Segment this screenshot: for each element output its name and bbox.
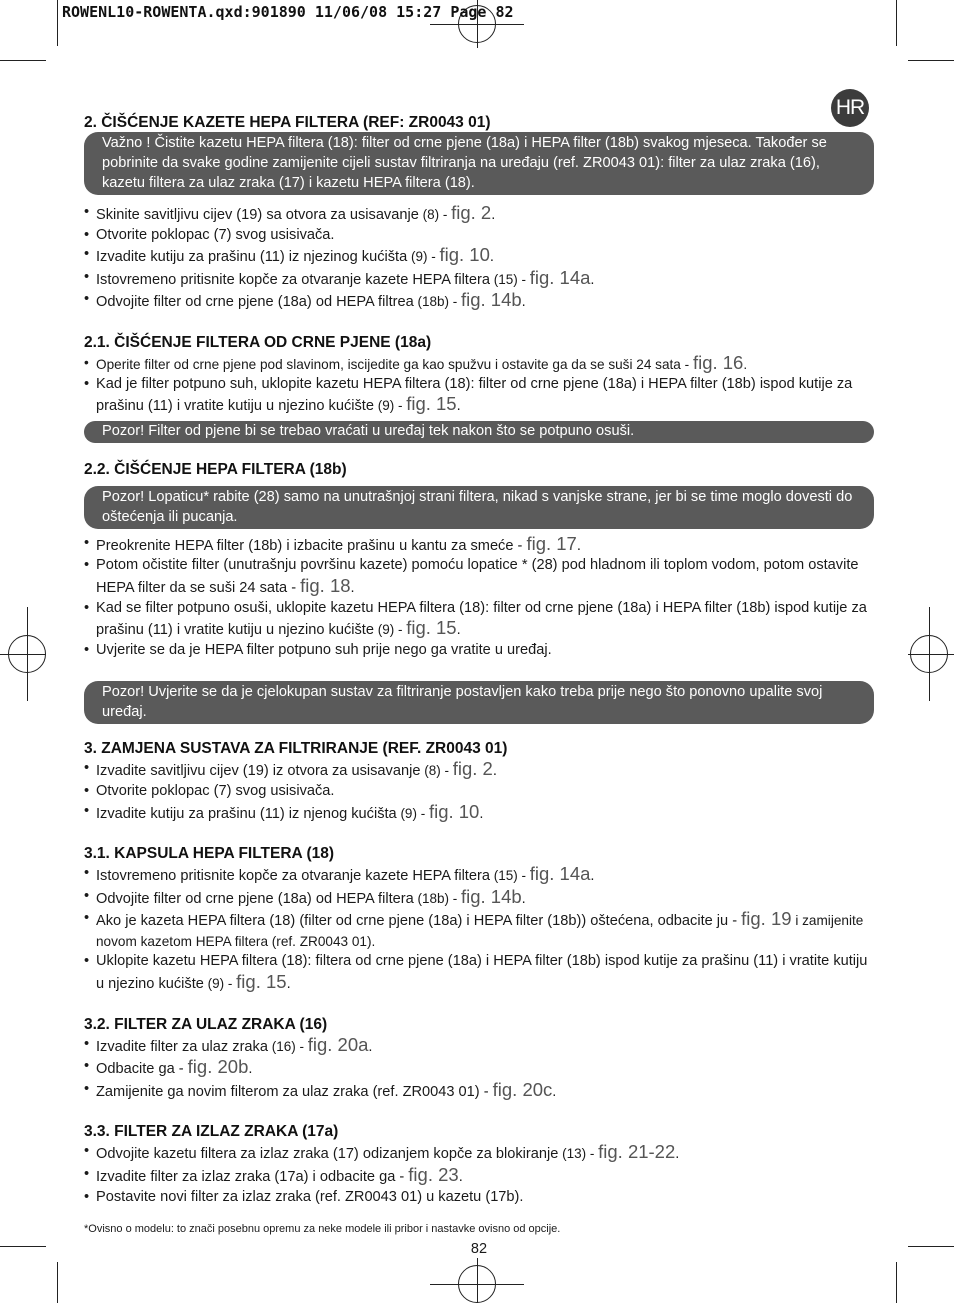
registration-line <box>0 654 46 655</box>
footnote: *Ovisno o modelu: to znači posebnu opremu za neke modele ili pribor i nastavke ovisno od opcije. <box>84 1223 561 1236</box>
list <box>84 203 874 313</box>
list-item: • Operite filter od crne pjene pod slavinom, iscijedite ga kao spužvu i ostavite ga da se suši 24 sata - fig. 16. <box>84 351 748 373</box>
crop-mark <box>908 1246 954 1247</box>
list-item: • Zamijenite ga novim filterom za ulaz zraka (ref. ZR0043 01) - fig. 20c. <box>84 1078 557 1100</box>
list-item: • Uvjerite se da je HEPA filter potpuno suh prije nego ga vratite u uređaj. <box>84 641 552 658</box>
section-title: 3.3. FILTER ZA IZLAZ ZRAKA (17a) <box>84 1123 339 1141</box>
list-item: • Odvojite kazetu filtera za izlaz zraka (17) odizanjem kopče za blokiranje (13) - fig. 21-22. <box>84 1141 680 1163</box>
note-box: Pozor! Lopaticu* rabite (28) samo na unutrašnjoj strani filtera, nikad s vanjske strane, jer bi se time moglo dovesti do oštećenja ili pucanja. <box>84 486 874 529</box>
registration-line <box>477 1258 478 1303</box>
list-item: • Kad je filter potpuno suh, uklopite kazetu HEPA filtera (18): filter od crne pjene (18a) i HEPA filter (18b) ispod kutije za prašinu (11) i vratite kutiju u njezino kućište (9) - fig. 15. <box>84 375 853 415</box>
crop-mark <box>57 0 58 46</box>
list <box>84 1035 874 1103</box>
list-item: • Potom očistite filter (unutrašnju površinu kazete) pomoću lopatice * (28) pod hladnom ili toplom vodom, potom ostavite HEPA filter da se suši 24 sata - fig. 18. <box>84 557 859 596</box>
list <box>84 534 874 661</box>
list-item: • Odvojite filter od crne pjene (18a) od HEPA filtera (18b) - fig. 14b. <box>84 885 526 907</box>
list-item: • Kad se filter potpuno osuši, uklopite kazetu HEPA filtera (18): filter od crne pjene (18a) i HEPA filter (18b) ispod kutije za prašinu (11) i vratite kutiju u njezino kućište (9) - fig. 15. <box>84 599 867 639</box>
print-slug: ROWENL10-ROWENTA.qxd:901890 11/06/08 15:27 Page 82 <box>62 3 514 21</box>
section-title: 3. ZAMJENA SUSTAVA ZA FILTRIRANJE (REF. ZR0043 01) <box>84 740 508 758</box>
list-item: • Preokrenite HEPA filter (18b) i izbacite prašinu u kantu za smeće - fig. 17. <box>84 532 581 554</box>
list-item: • Postavite novi filter za izlaz zraka (ref. ZR0043 01) u kazetu (17b). <box>84 1188 524 1205</box>
list-item: • Istovremeno pritisnite kopče za otvaranje kazete HEPA filtera (15) - fig. 14a. <box>84 266 595 288</box>
section-title: 3.1. KAPSULA HEPA FILTERA (18) <box>84 845 335 863</box>
registration-line <box>929 607 930 701</box>
list-item: • Otvorite poklopac (7) svog usisivača. <box>84 782 335 799</box>
section-title: 2.2. ČIŠĆENJE HEPA FILTERA (18b) <box>84 460 347 478</box>
list-item: • Istovremeno pritisnite kopče za otvaranje kazete HEPA filtera (15) - fig. 14a. <box>84 863 595 885</box>
list <box>84 1142 874 1207</box>
crop-mark <box>896 0 897 46</box>
crop-mark <box>0 60 46 61</box>
list-item: • Uklopite kazetu HEPA filtera (18): filtera od crne pjene (18a) i HEPA filter (18b) ispod kutije za prašinu (11) i vratite kutiju u njezino kućište (9) - fig. 15. <box>84 953 868 993</box>
list <box>84 759 874 824</box>
list <box>84 353 874 417</box>
list-item: • Izvadite filter za izlaz zraka (17a) i odbacite ga - fig. 23. <box>84 1164 463 1186</box>
list-item: • Izvadite kutiju za prašinu (11) iz njenog kućišta (9) - fig. 10. <box>84 800 484 822</box>
section-title: 2.1. ČIŠĆENJE FILTERA OD CRNE PJENE (18a) <box>84 333 432 351</box>
list-item: • Otvorite poklopac (7) svog usisivača. <box>84 226 335 243</box>
list <box>84 864 874 995</box>
crop-mark <box>908 60 954 61</box>
crop-mark <box>57 1262 58 1303</box>
list-item: • Ako je kazeta HEPA filtera (18) (filter od crne pjene (18a) i HEPA filter (18b)) oštećena, odbacite ju - fig. 19 i zamijenite novom kazetom HEPA filtera (ref. ZR0043 01). <box>84 908 864 949</box>
list-item: • Izvadite kutiju za prašinu (11) iz njezinog kućišta (9) - fig. 10. <box>84 244 494 266</box>
list-item: • Odvojite filter od crne pjene (18a) od HEPA filtrea (18b) - fig. 14b. <box>84 289 526 311</box>
note-box: Pozor! Uvjerite se da je cjelokupan sustav za filtriranje postavljen kako treba prije nego što ponovno upalite svoj uređaj. <box>84 681 874 724</box>
section-title: 3.2. FILTER ZA ULAZ ZRAKA (16) <box>84 1015 328 1033</box>
page-number: 82 <box>470 1241 488 1258</box>
list-item: • Skinite savitljivu cijev (19) sa otvora za usisavanje (8) - fig. 2. <box>84 202 496 223</box>
registration-line <box>908 654 954 655</box>
registration-line <box>27 607 28 701</box>
list-item: • Izvadite filter za ulaz zraka (16) - fig. 20a. <box>84 1033 373 1055</box>
crop-mark <box>0 1246 46 1247</box>
section-title: 2. ČIŠĆENJE KAZETE HEPA FILTERA (REF: ZR0043 01) <box>84 114 491 131</box>
note-box: Važno ! Čistite kazetu HEPA filtera (18): filter od crne pjene (18a) i HEPA filter (18b) svakog mjeseca. Također se pobrinite da svake godine zamijenite cijeli sustav filtriranja na uređaju (ref. ZR0043 01): filter za ulaz zraka (16), kazetu filtera za ulaz zraka (17) i kazetu HEPA filtera (18). <box>84 132 874 195</box>
list-item: • Izvadite savitljivu cijev (19) iz otvora za usisavanje (8) - fig. 2. <box>84 758 497 780</box>
language-badge: HR <box>831 89 869 127</box>
note-box: Pozor! Filter od pjene bi se trebao vraćati u uređaj tek nakon što se potpuno osuši. <box>84 421 874 443</box>
crop-mark <box>896 1262 897 1303</box>
page-content <box>84 113 874 1260</box>
list-item: • Odbacite ga - fig. 20b. <box>84 1056 253 1078</box>
